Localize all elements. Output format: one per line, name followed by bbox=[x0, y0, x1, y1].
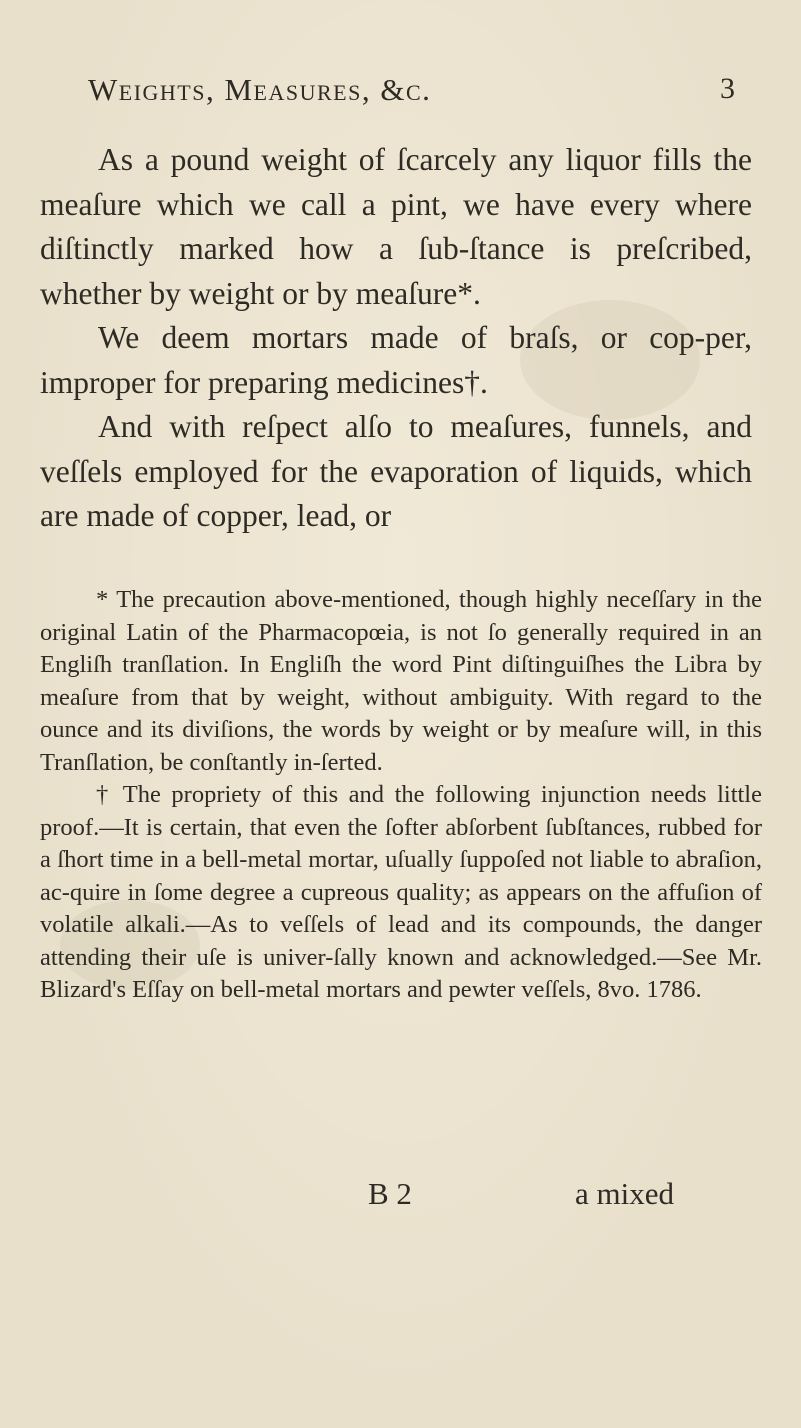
signature-mark: B 2 bbox=[368, 1176, 412, 1211]
footnotes bbox=[40, 584, 762, 1007]
paragraph: As a pound weight of ſcarcely any liquor fills the meaſure which we call a pint, we have every where diſtinctly marked how a ſub-ſtance is preſcribed, whether by weight or by meaſure*. bbox=[40, 142, 752, 311]
main-text bbox=[40, 138, 752, 539]
paragraph: We deem mortars made of braſs, or cop-per, improper for preparing medicines†. bbox=[40, 320, 752, 400]
footnote: * The precaution above-mentioned, though highly neceſſary in the original Latin of the Pharmacopœia, is not ſo generally required in an Engliſh tranſlation. In Engliſh the word Pint diſtinguiſhes the Libra by meaſure from that by weight, without ambiguity. With regard to the ounce and its diviſions, the words by weight or by meaſure will, in this Tranſlation, be conſtantly in-ſerted. bbox=[40, 586, 762, 776]
footnote: † The propriety of this and the following injunction needs little proof.—It is certain, that even the ſofter abſorbent ſubſtances, rubbed for a ſhort time in a bell-metal mortar, uſually ſuppoſed not liable to abraſion, ac-quire in ſome degree a cupreous quality; as appears on the affuſion of volatile alkali.—As to veſſels of lead and its compounds, the danger attending their uſe is univer-ſally known and acknowledged.—See Mr. Blizard's Eſſay on bell-metal mortars and pewter veſſels, 8vo. 1786. bbox=[40, 781, 762, 1003]
paragraph: And with reſpect alſo to meaſures, funnels, and veſſels employed for the evaporation of liquids, which are made of copper, lead, or bbox=[40, 409, 752, 533]
running-head bbox=[88, 72, 761, 112]
page-number: 3 bbox=[720, 72, 735, 105]
page-footer bbox=[0, 1176, 801, 1216]
running-title: Weights, Measures, &c. bbox=[88, 72, 432, 107]
catchword: a mixed bbox=[575, 1176, 674, 1211]
